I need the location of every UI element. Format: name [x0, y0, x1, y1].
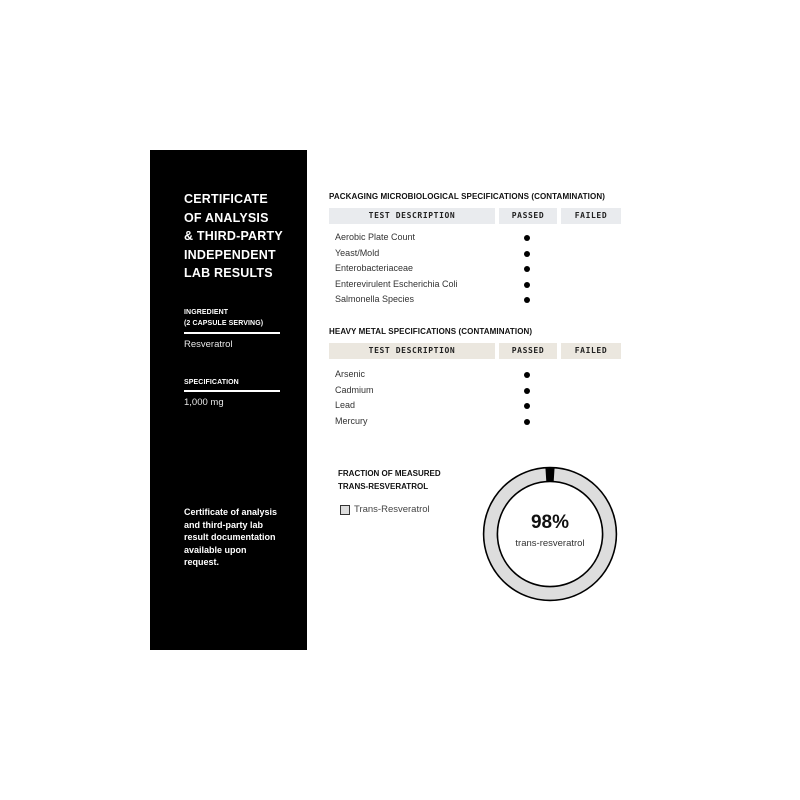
passed-dot-icon [524, 419, 530, 425]
note-line: available upon [184, 544, 247, 555]
note-line: request. [184, 557, 220, 567]
title-line: INDEPENDENT [184, 247, 276, 262]
passed-dot-icon [524, 266, 530, 272]
test-label: Aerobic Plate Count [335, 232, 416, 242]
donut-inner-border [498, 482, 603, 587]
microbiological-section-title: PACKAGING MICROBIOLOGICAL SPECIFICATIONS (CONTAMINATION) [329, 192, 605, 201]
title-line: & THIRD-PARTY [184, 229, 283, 243]
test-label: Arsenic [335, 369, 366, 379]
donut-segment-other [546, 468, 554, 481]
ingredient-value: Resveratrol [184, 339, 233, 350]
donut-subtitle: trans-resveratrol [515, 538, 585, 549]
test-label: Salmonella Species [335, 294, 415, 304]
test-label: Cadmium [335, 384, 374, 395]
ingredient-divider [184, 332, 280, 334]
test-label: Enterevirulent Escherichia Coli [335, 278, 458, 289]
passed-dot-icon [524, 388, 530, 394]
test-label: Enterobacteriaceae [335, 263, 414, 273]
title-line: OF ANALYSIS [184, 210, 269, 225]
legend-label: Trans-Resveratrol [354, 504, 430, 515]
donut-chart [474, 458, 626, 610]
fraction-title-line: FRACTION OF MEASURED [338, 469, 441, 478]
passed-dot-icon [524, 251, 530, 257]
specification-label: SPECIFICATION [184, 379, 239, 386]
note-line: Certificate of analysis [184, 507, 278, 517]
heavy-metal-section-title: HEAVY METAL SPECIFICATIONS (CONTAMINATION) [329, 327, 533, 336]
passed-dot-icon [524, 235, 530, 241]
passed-dot-icon [524, 372, 530, 378]
test-label: Mercury [335, 415, 368, 426]
passed-dot-icon [524, 297, 530, 303]
legend-swatch-icon [340, 505, 350, 515]
failed-header: FAILED [561, 208, 621, 224]
ingredient-label-line: INGREDIENT [184, 309, 229, 316]
specification-value: 1,000 mg [184, 397, 224, 408]
passed-header: PASSED [499, 343, 557, 359]
note-line: and third-party lab [184, 519, 264, 530]
test-label: Yeast/Mold [335, 247, 380, 258]
title-line: CERTIFICATE [184, 192, 268, 206]
test-description-header: TEST DESCRIPTION [329, 208, 495, 224]
availability-note [184, 506, 299, 569]
passed-dot-icon [524, 403, 530, 409]
donut-percent: 98% [530, 512, 570, 533]
specification-divider [184, 390, 280, 392]
passed-header: PASSED [499, 208, 557, 224]
certificate-title [184, 190, 302, 283]
note-line: result documentation [184, 532, 276, 542]
ingredient-label-line: (2 CAPSULE SERVING) [184, 320, 264, 327]
fraction-title-line: TRANS-RESVERATROL [338, 482, 429, 491]
ingredient-label [184, 307, 263, 329]
test-label: Lead [335, 400, 356, 410]
failed-header: FAILED [561, 343, 621, 359]
fraction-title [338, 467, 441, 493]
sidebar [150, 150, 307, 650]
passed-dot-icon [524, 282, 530, 288]
test-description-header: TEST DESCRIPTION [329, 343, 495, 359]
title-line: LAB RESULTS [184, 266, 273, 280]
